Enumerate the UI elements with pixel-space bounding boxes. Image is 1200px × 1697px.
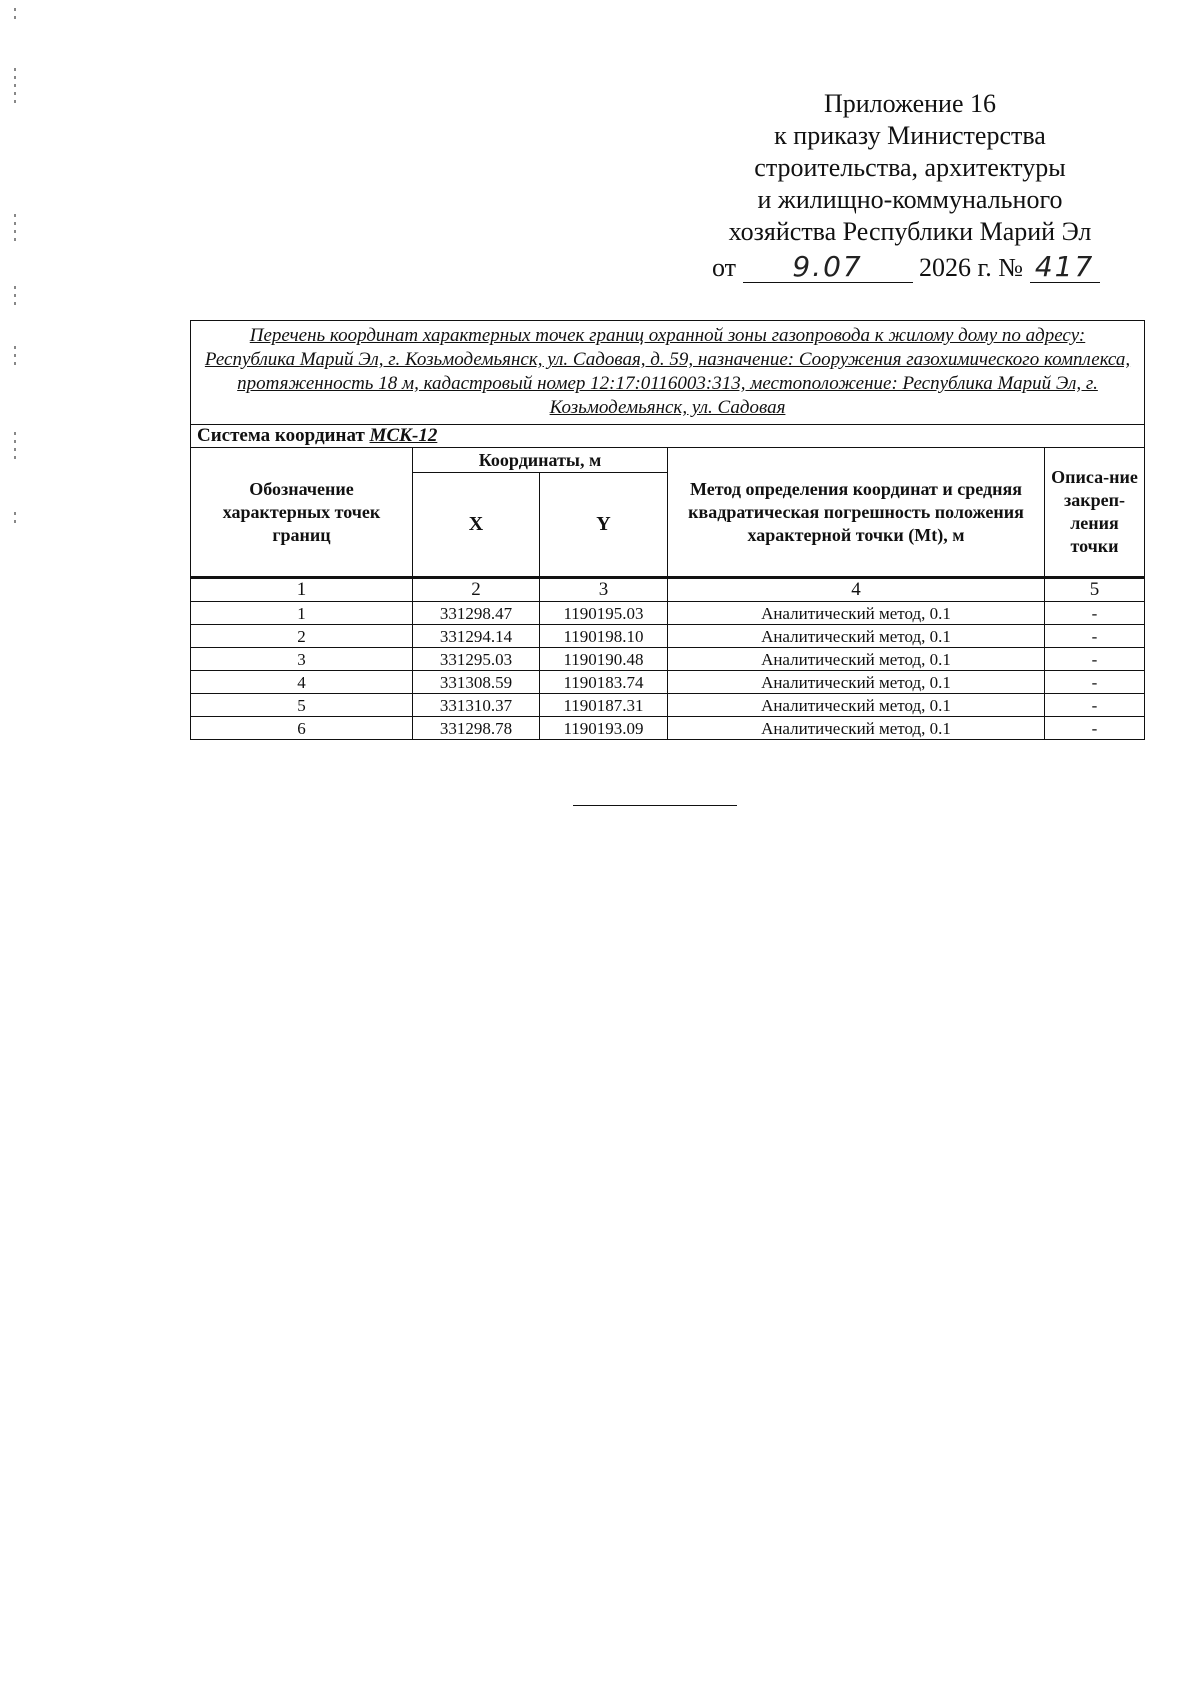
number-field (1030, 252, 1100, 283)
cell-point: 4 (191, 671, 413, 694)
cell-x: 331298.47 (413, 602, 540, 625)
cell-point: 3 (191, 648, 413, 671)
appendix-header (690, 88, 1130, 248)
scan-mark (14, 68, 16, 108)
table-row (191, 625, 1145, 648)
header-line: строительства, архитектуры (754, 153, 1066, 182)
cell-desc: - (1045, 602, 1145, 625)
cell-method: Аналитический метод, 0.1 (668, 625, 1045, 648)
cell-point: 1 (191, 602, 413, 625)
scan-mark (14, 346, 16, 370)
column-number-row (191, 578, 1145, 602)
column-number: 5 (1045, 578, 1145, 602)
cell-y: 1190190.48 (540, 648, 668, 671)
cell-point: 2 (191, 625, 413, 648)
date-field (743, 252, 913, 283)
table-row (191, 648, 1145, 671)
cell-desc: - (1045, 625, 1145, 648)
cell-method: Аналитический метод, 0.1 (668, 602, 1045, 625)
column-number: 4 (668, 578, 1045, 602)
table-row (191, 694, 1145, 717)
year-text: 2026 г. № (919, 253, 1024, 282)
header-coords: Координаты, м (413, 448, 668, 473)
table-row (191, 602, 1145, 625)
cell-x: 331310.37 (413, 694, 540, 717)
order-date-line (712, 252, 1100, 284)
header-x: X (413, 473, 540, 578)
scan-mark (14, 432, 16, 464)
cell-method: Аналитический метод, 0.1 (668, 648, 1045, 671)
cell-point: 5 (191, 694, 413, 717)
column-number: 2 (413, 578, 540, 602)
header-y: Y (540, 473, 668, 578)
header-line: и жилищно-коммунального (757, 185, 1063, 214)
cell-x: 331298.78 (413, 717, 540, 740)
end-of-document-line (573, 805, 737, 806)
header-point: Обозначение характерных точек границ (191, 448, 413, 578)
cell-y: 1190183.74 (540, 671, 668, 694)
scan-mark (14, 286, 16, 310)
header-desc: Описа-ние закреп-ления точки (1045, 448, 1145, 578)
header-line: к приказу Министерства (774, 121, 1046, 150)
header-line: хозяйства Республики Марий Эл (728, 217, 1092, 246)
coordinates-table (190, 320, 1145, 740)
cell-desc: - (1045, 671, 1145, 694)
scan-mark (14, 214, 16, 246)
handwritten-number: 417 (1034, 250, 1095, 283)
cell-method: Аналитический метод, 0.1 (668, 671, 1045, 694)
cell-method: Аналитический метод, 0.1 (668, 717, 1045, 740)
cell-y: 1190187.31 (540, 694, 668, 717)
table-title: Перечень координат характерных точек границ охранной зоны газопровода к жилому дому по адресу: Республика Марий Эл, г. Козьмодемьянск, ул. Садовая, д. 59, назначение: Сооружения газохимического комплекса, протяженность 18 м, кадастровый номер 12:17:0116003:313, местоположение: Республика Марий Эл, г. Козьмодемьянск, ул. Садовая (191, 321, 1145, 425)
cell-x: 331294.14 (413, 625, 540, 648)
system-label: Система координат (197, 425, 365, 446)
cell-desc: - (1045, 717, 1145, 740)
scan-mark (14, 8, 16, 24)
cell-y: 1190198.10 (540, 625, 668, 648)
column-number: 1 (191, 578, 413, 602)
table-row (191, 671, 1145, 694)
header-line: Приложение 16 (823, 89, 997, 118)
column-number: 3 (540, 578, 668, 602)
handwritten-date: 9.07 (792, 250, 863, 283)
cell-point: 6 (191, 717, 413, 740)
scan-mark (14, 512, 16, 528)
cell-desc: - (1045, 694, 1145, 717)
cell-desc: - (1045, 648, 1145, 671)
header-method: Метод определения координат и средняя квадратическая погрешность положения характерной точки (Mt), м (668, 448, 1045, 578)
cell-x: 331308.59 (413, 671, 540, 694)
system-value: МСК-12 (369, 425, 438, 446)
date-prefix: от (712, 253, 737, 282)
cell-method: Аналитический метод, 0.1 (668, 694, 1045, 717)
table-row (191, 717, 1145, 740)
coordinate-system (191, 425, 1145, 448)
cell-y: 1190193.09 (540, 717, 668, 740)
cell-y: 1190195.03 (540, 602, 668, 625)
cell-x: 331295.03 (413, 648, 540, 671)
